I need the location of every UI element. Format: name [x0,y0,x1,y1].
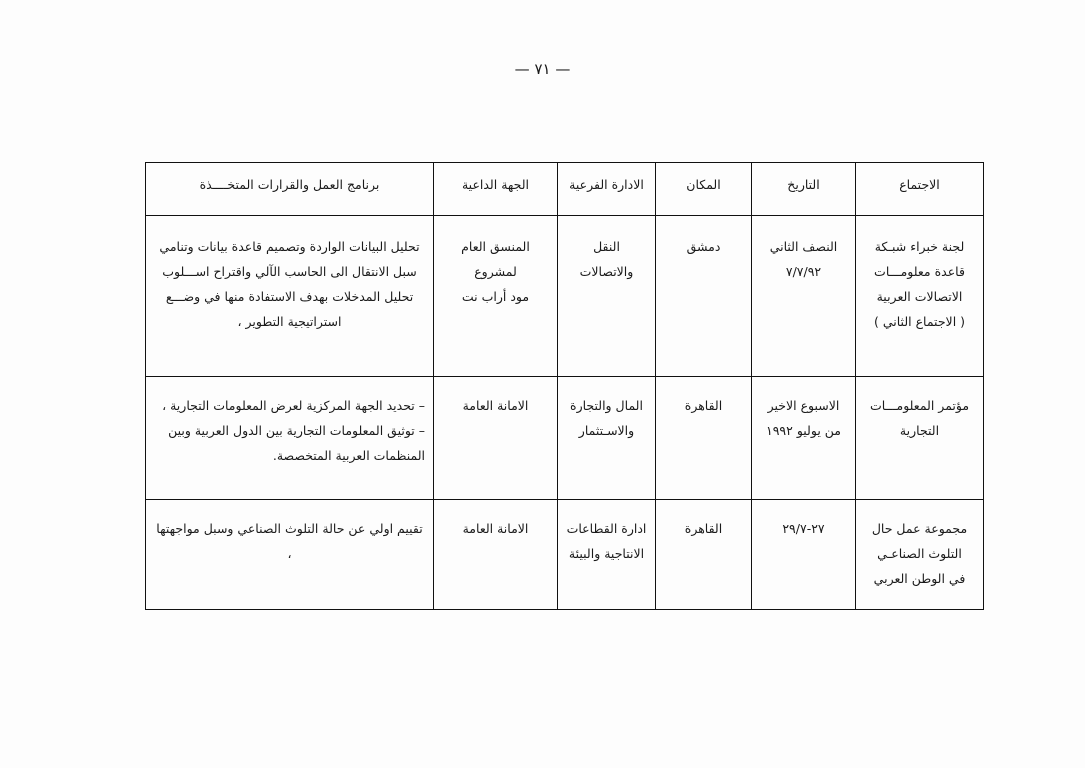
cell-date [752,377,856,500]
column-header-meeting [856,163,984,216]
table-header-row [146,163,984,216]
cell-text-line: القاهرة [684,398,723,413]
cell-text-line: الامانة العامة [462,398,529,413]
cell-text-line: الانتاجية والبيئة [568,546,645,561]
cell-text-line: الاسبوع الاخير [767,398,840,413]
cell-text-line: دمشق [686,239,721,254]
cell-text-line: الاتصالات العربية [876,289,963,304]
cell-support [434,377,558,500]
cell-text-line: ( الاجتماع الثاني ) [873,314,966,329]
column-header-meeting-label: الاجتماع [899,177,940,192]
cell-text-line: قاعدة معلومـــات [874,264,965,279]
cell-text-line: مود أراب نت [461,289,530,304]
cell-support [434,500,558,610]
cell-department [558,377,656,500]
cell-meeting [856,500,984,610]
cell-program [146,500,434,610]
cell-text-line: مجموعة عمل حال [871,521,968,536]
cell-text-line: ٢٧-٢٩/٧ [782,521,825,536]
cell-text-line: ادارة القطاعات [566,521,647,536]
cell-text-line: الامانة العامة [462,521,529,536]
cell-text-line: التجارية [899,423,940,438]
cell-meeting [856,216,984,377]
cell-text-line: تحليل المدخلات بهدف الاستفادة منها في وضـــع [165,289,414,304]
column-header-place [656,163,752,216]
column-header-date-label: التاريخ [787,177,820,192]
cell-department [558,216,656,377]
cell-date [752,500,856,610]
cell-department [558,500,656,610]
cell-text-line: المنسق العام لمشروع [457,239,530,279]
cell-text-line: مؤتمر المعلومـــات [869,398,970,413]
table-body [146,216,984,610]
schedule-table [145,162,984,610]
column-header-department [558,163,656,216]
column-header-place-label: المكان [686,177,721,192]
table-row [146,216,984,377]
cell-text-line: لجنة خبراء شبـكة [874,239,965,254]
column-header-support [434,163,558,216]
cell-date [752,216,856,377]
cell-meeting [856,377,984,500]
cell-text-line: ٧/٧/٩٢ [785,264,822,279]
cell-text-line: النصف الثاني [769,239,838,254]
table-row [146,377,984,500]
schedule-table-container [146,162,984,610]
table-row [146,500,984,610]
cell-place [656,500,752,610]
cell-place [656,377,752,500]
table-header [146,163,984,216]
cell-text-line: تحليل البيانات الواردة وتصميم قاعدة بيانات وتنامي [159,239,420,254]
cell-text-line: المال والتجارة [570,398,643,413]
page-number: — ٧١ — [514,60,571,78]
cell-text-line: – توثيق المعلومات التجارية بين الدول العربية وبين [168,423,425,438]
column-header-department-label: الادارة الفرعية [569,177,644,192]
cell-text-line: التلوث الصناعـي [877,546,962,561]
cell-text-line: والاسـتثمار [578,423,635,438]
cell-support [434,216,558,377]
cell-text-line: تقييم اولي عن حالة التلوث الصناعي وسبل مواجهتها ، [152,521,423,561]
cell-text-line: في الوطن العربي [873,571,966,586]
column-header-program-label: برنامج العمل والقرارات المتخــــذة [199,177,380,192]
cell-place [656,216,752,377]
column-header-support-label: الجهة الداعية [461,177,530,192]
cell-program [146,377,434,500]
cell-program [146,216,434,377]
column-header-date [752,163,856,216]
cell-text-line: من يوليو ١٩٩٢ [766,423,841,438]
cell-text-line: سبل الانتقال الى الحاسب الآلي واقتراح اســـلوب [162,264,417,279]
column-header-program [146,163,434,216]
cell-text-line: استراتيجية التطوير ، [237,314,342,329]
cell-text-line: النقل والاتصالات [579,239,634,279]
cell-text-line: المنظمات العربية المتخصصة. [272,448,425,463]
cell-text-line: – تحديد الجهة المركزية لعرض المعلومات التجارية ، [162,398,425,413]
cell-text-line: القاهرة [684,521,723,536]
